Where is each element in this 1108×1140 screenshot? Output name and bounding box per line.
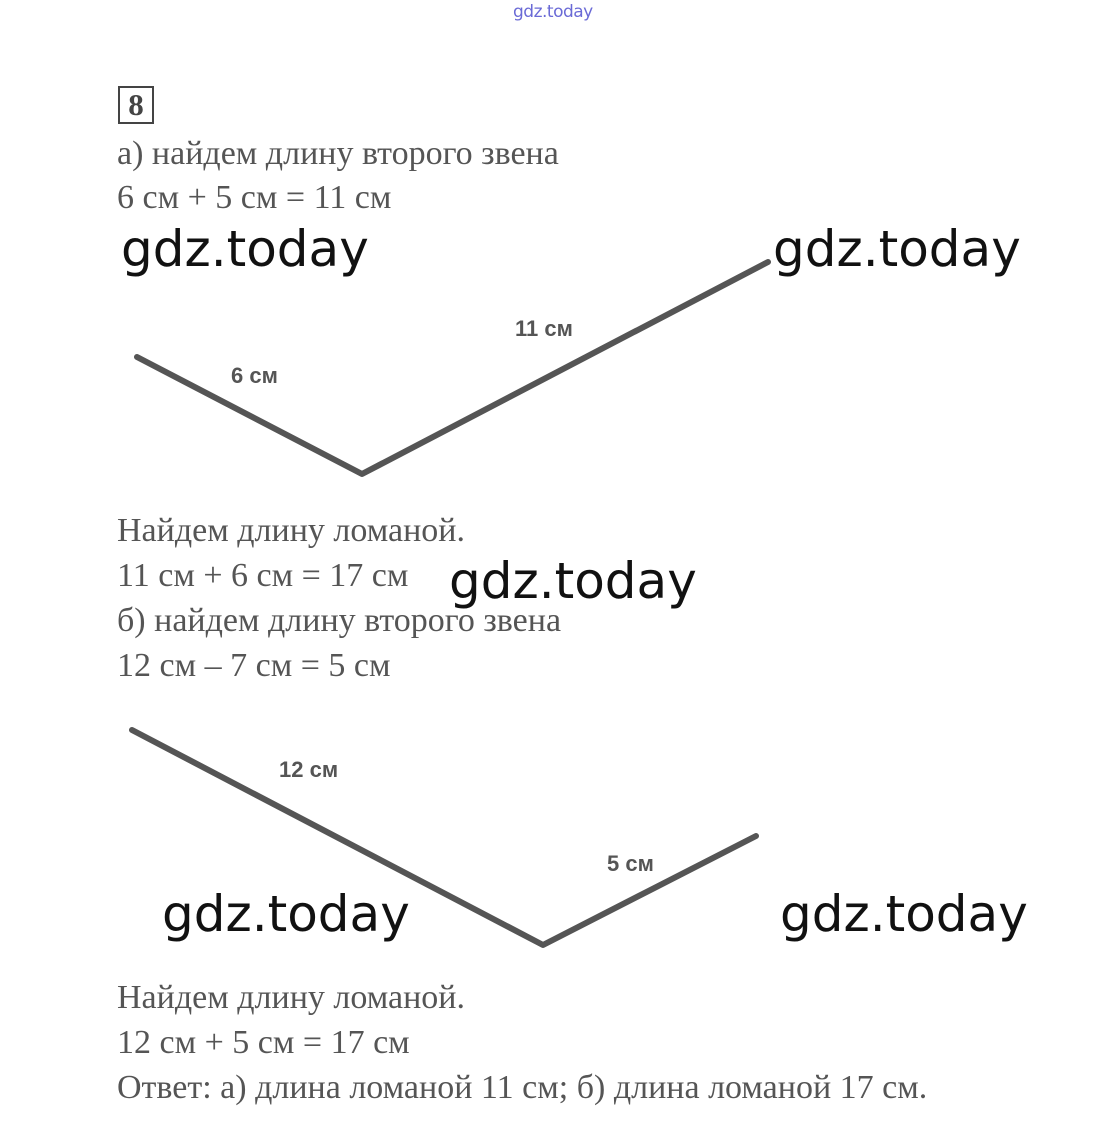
segment-label-11cm: 11 см xyxy=(515,316,573,341)
header-watermark: gdz.today xyxy=(513,2,593,22)
watermark-2: gdz.today xyxy=(773,220,1021,278)
task-number-box: 8 xyxy=(118,86,154,124)
part-b-heading: б) найдем длину второго звена xyxy=(117,602,562,639)
part-a-polyline-equation: 11 см + 6 см = 17 см xyxy=(117,557,409,594)
part-b-polyline-heading: Найдем длину ломаной. xyxy=(117,979,465,1016)
segment-label-12cm: 12 см xyxy=(279,757,339,782)
watermark-4: gdz.today xyxy=(162,885,410,943)
polyline-a xyxy=(137,262,768,474)
part-a-equation: 6 см + 5 см = 11 см xyxy=(117,179,392,216)
segment-label-6cm: 6 см xyxy=(231,363,278,388)
answer-line: Ответ: а) длина ломаной 11 см; б) длина ломаной 17 см. xyxy=(117,1069,928,1106)
part-b-polyline-equation: 12 см + 5 см = 17 см xyxy=(117,1024,410,1061)
watermark-3: gdz.today xyxy=(449,552,697,610)
segment-label-5cm: 5 см xyxy=(607,851,654,876)
part-a-heading: а) найдем длину второго звена xyxy=(117,135,559,172)
part-b-equation: 12 см – 7 см = 5 см xyxy=(117,647,391,684)
watermark-1: gdz.today xyxy=(121,220,369,278)
part-a-polyline-heading: Найдем длину ломаной. xyxy=(117,512,465,549)
watermark-5: gdz.today xyxy=(780,885,1028,943)
